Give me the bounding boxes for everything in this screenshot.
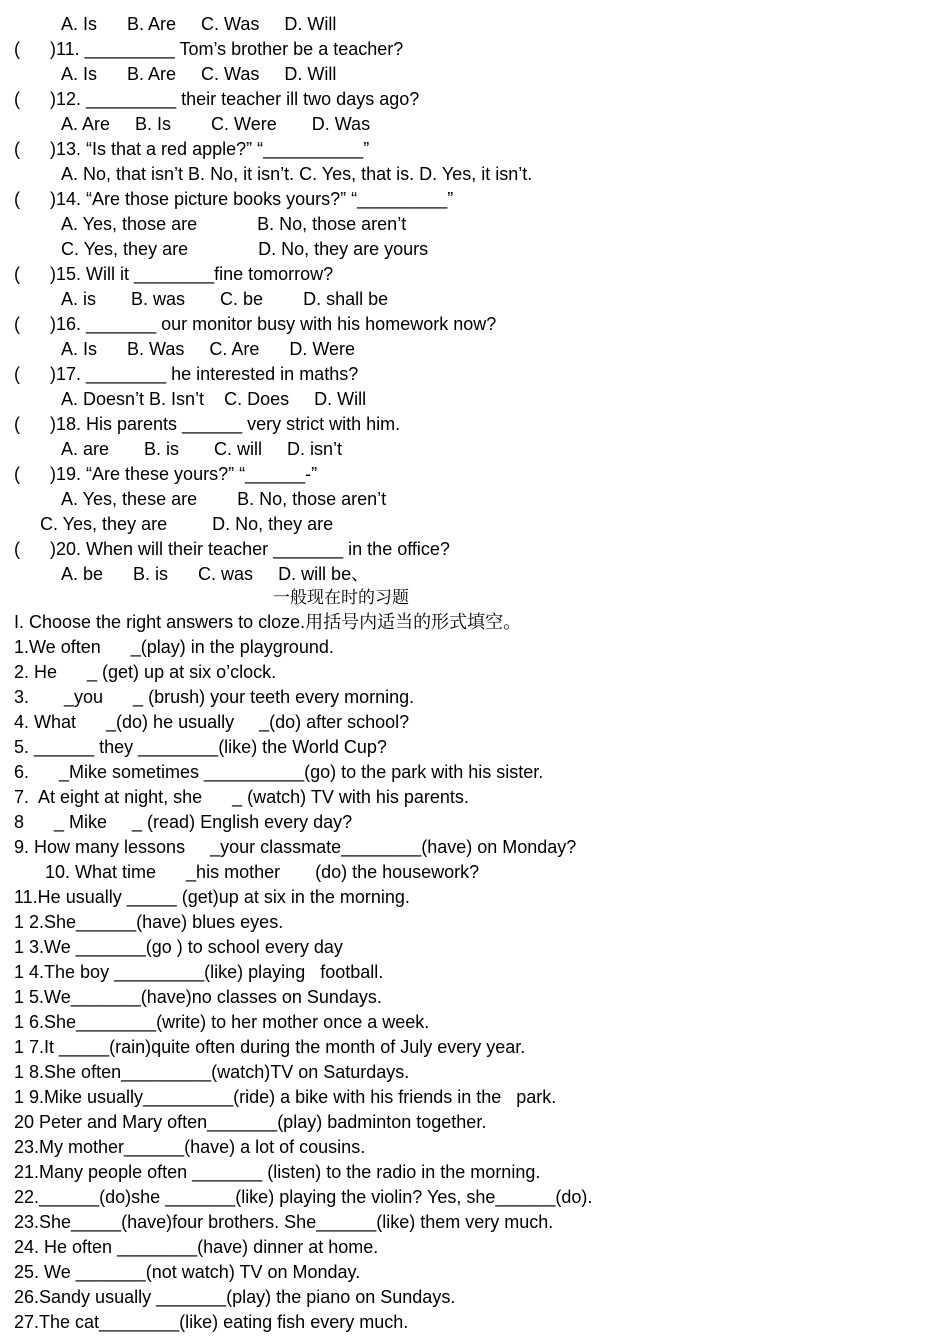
q13-options: A. No, that isn’t B. No, it isn’t. C. Yes, that is. D. Yes, it isn’t.: [61, 164, 533, 184]
exercise-9: 9. How many lessons _your classmate________(have) on Monday?: [14, 837, 577, 857]
question-19: ( )19. “Are these yours?” “______-”: [14, 464, 318, 484]
question-16: ( )16. _______ our monitor busy with his homework now?: [14, 314, 497, 334]
q14-options-cd: C. Yes, they are D. No, they are yours: [61, 239, 429, 259]
q16-options: A. Is B. Was C. Are D. Were: [61, 339, 356, 359]
exercise-11: 11.He usually _____ (get)up at six in the morning.: [14, 887, 410, 907]
q20-options: A. be B. is C. was D. will be、: [61, 564, 370, 584]
exercise-7: 7. At eight at night, she _ (watch) TV with his parents.: [14, 787, 469, 807]
question-18: ( )18. His parents ______ very strict with him.: [14, 414, 401, 434]
exercise-22: 22.______(do)she _______(like) playing the violin? Yes, she______(do).: [14, 1187, 593, 1207]
exercise-8: 8 _ Mike _ (read) English every day?: [14, 812, 353, 832]
question-14: ( )14. “Are those picture books yours?” “_________”: [14, 189, 454, 209]
q14-options-ab: A. Yes, those are B. No, those aren’t: [61, 214, 407, 234]
exercise-6: 6. _Mike sometimes __________(go) to the park with his sister.: [14, 762, 544, 782]
question-15: ( )15. Will it ________fine tomorrow?: [14, 264, 334, 284]
q10-options: A. Is B. Are C. Was D. Will: [61, 14, 337, 34]
section-instruction: I. Choose the right answers to cloze.用括号内适当的形式填空。: [14, 612, 522, 632]
question-11: ( )11. _________ Tom’s brother be a teacher?: [14, 39, 404, 59]
exercise-5: 5. ______ they ________(like) the World Cup?: [14, 737, 387, 757]
exercise-2: 2. He _ (get) up at six o’clock.: [14, 662, 277, 682]
exercise-14: 1 4.The boy _________(like) playing football.: [14, 962, 384, 982]
exercise-13: 1 3.We _______(go ) to school every day: [14, 937, 343, 957]
q17-options: A. Doesn’t B. Isn’t C. Does D. Will: [61, 389, 367, 409]
exercise-19: 1 9.Mike usually_________(ride) a bike with his friends in the park.: [14, 1087, 557, 1107]
exercise-10: 10. What time _his mother (do) the housework?: [45, 862, 480, 882]
exercise-26: 26.Sandy usually _______(play) the piano on Sundays.: [14, 1287, 456, 1307]
question-17: ( )17. ________ he interested in maths?: [14, 364, 359, 384]
exercise-1: 1.We often _(play) in the playground.: [14, 637, 334, 657]
exercise-20: 20 Peter and Mary often_______(play) badminton together.: [14, 1112, 487, 1132]
exercise-23a: 23.My mother______(have) a lot of cousins.: [14, 1137, 366, 1157]
exercise-4: 4. What _(do) he usually _(do) after school?: [14, 712, 410, 732]
q19-options-cd: C. Yes, they are D. No, they are: [40, 514, 334, 534]
exercise-23b: 23.She_____(have)four brothers. She______(like) them very much.: [14, 1212, 554, 1232]
section-heading: 一般现在时的习题: [273, 588, 409, 608]
q19-options-ab: A. Yes, these are B. No, those aren’t: [61, 489, 387, 509]
exercise-24: 24. He often ________(have) dinner at home.: [14, 1237, 379, 1257]
exercise-27: 27.The cat________(like) eating fish every much.: [14, 1312, 409, 1332]
question-12: ( )12. _________ their teacher ill two days ago?: [14, 89, 420, 109]
exercise-16: 1 6.She________(write) to her mother once a week.: [14, 1012, 430, 1032]
question-13: ( )13. “Is that a red apple?” “__________”: [14, 139, 370, 159]
exercise-18: 1 8.She often_________(watch)TV on Saturdays.: [14, 1062, 410, 1082]
exercise-3: 3. _you _ (brush) your teeth every morning.: [14, 687, 415, 707]
exercise-12: 1 2.She______(have) blues eyes.: [14, 912, 284, 932]
q12-options: A. Are B. Is C. Were D. Was: [61, 114, 371, 134]
q18-options: A. are B. is C. will D. isn’t: [61, 439, 343, 459]
q11-options: A. Is B. Are C. Was D. Will: [61, 64, 337, 84]
question-20: ( )20. When will their teacher _______ in the office?: [14, 539, 450, 559]
exercise-25: 25. We _______(not watch) TV on Monday.: [14, 1262, 361, 1282]
exercise-17: 1 7.It _____(rain)quite often during the month of July every year.: [14, 1037, 526, 1057]
q15-options: A. is B. was C. be D. shall be: [61, 289, 389, 309]
exercise-15: 1 5.We_______(have)no classes on Sundays.: [14, 987, 382, 1007]
exercise-21: 21.Many people often _______ (listen) to the radio in the morning.: [14, 1162, 541, 1182]
